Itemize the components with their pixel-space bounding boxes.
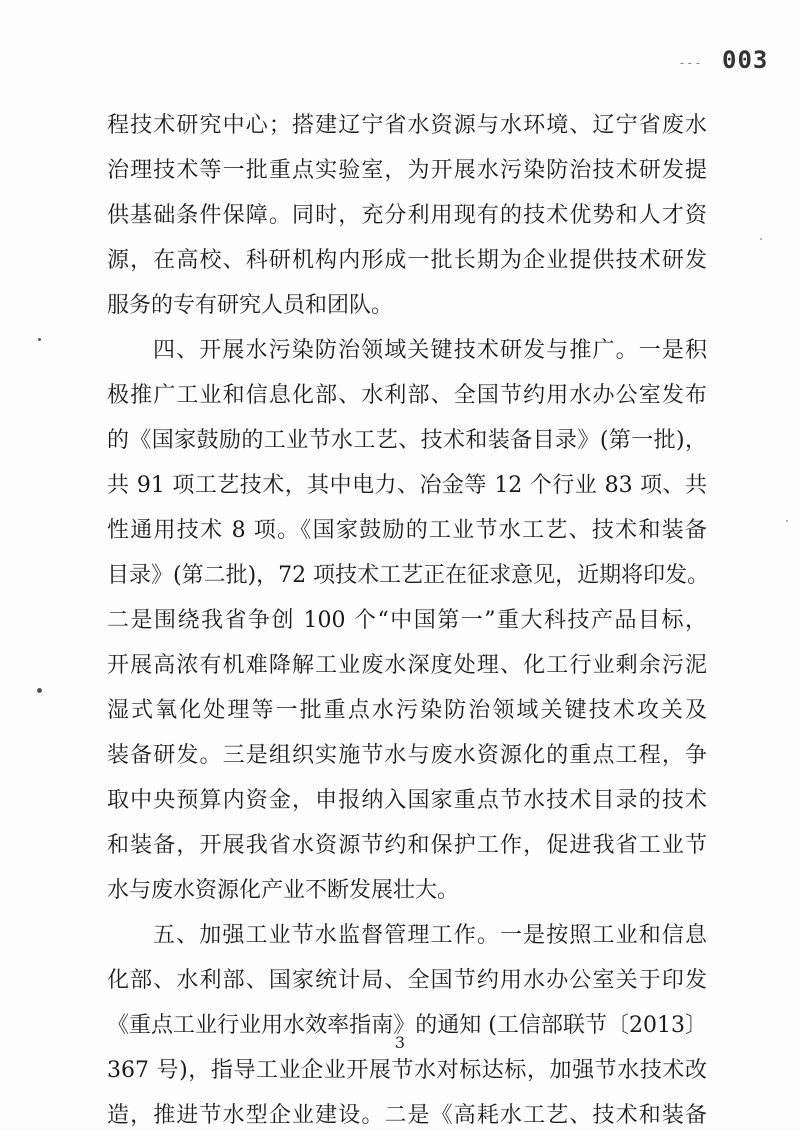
margin-mark	[38, 338, 41, 341]
paragraph-start-line: 四、开展水污染防治领域关键技术研发与推广。一是积	[153, 338, 707, 363]
text-line: 湿式氧化处理等一批重点水污染防治领域关键技术攻关及	[107, 698, 707, 723]
text-line: 造，推进节水型企业建设。二是《高耗水工艺、技术和装备	[107, 1103, 707, 1128]
text-line: 《重点工业行业用水效率指南》的通知 (工信部联节〔2013〕	[107, 1013, 707, 1038]
scan-speck	[786, 520, 788, 522]
scan-speck	[760, 238, 762, 240]
stamp-dash: - - -	[680, 56, 700, 70]
text-line: 治理技术等一批重点实验室，为开展水污染防治技术研发提	[107, 158, 707, 183]
text-line: 水与废水资源化产业不断发展壮大。	[107, 878, 460, 903]
text-line: 源，在高校、科研机构内形成一批长期为企业提供技术研发	[107, 248, 707, 273]
margin-mark	[37, 688, 42, 693]
text-line: 二是围绕我省争创 100 个“中国第一”重大科技产品目标，	[107, 608, 707, 633]
paragraph-start-line: 五、加强工业节水监督管理工作。一是按照工业和信息	[153, 923, 707, 948]
text-line: 化部、水利部、国家统计局、全国节约用水办公室关于印发	[107, 968, 707, 993]
text-line: 开展高浓有机难降解工业废水深度处理、化工行业剩余污泥	[107, 653, 707, 678]
stamp-number: 003	[722, 46, 769, 74]
text-line: 共 91 项工艺技术，其中电力、冶金等 12 个行业 83 项、共	[107, 473, 707, 498]
text-line: 目录》(第二批)，72 项技术工艺正在征求意见，近期将印发。	[107, 563, 710, 588]
text-line: 极推广工业和信息化部、水利部、全国节约用水办公室发布	[107, 383, 707, 408]
text-line: 装备研发。三是组织实施节水与废水资源化的重点工程，争	[107, 743, 707, 768]
text-line: 性通用技术 8 项。《国家鼓励的工业节水工艺、技术和装备	[107, 518, 707, 543]
text-line: 服务的专有研究人员和团队。	[107, 293, 394, 318]
text-line: 和装备，开展我省水资源节约和保护工作，促进我省工业节	[107, 833, 707, 858]
page-number: 3	[394, 1033, 406, 1052]
body-text	[107, 103, 710, 1138]
text-line: 的《国家鼓励的工业节水工艺、技术和装备目录》(第一批)，	[107, 428, 707, 453]
text-line: 供基础条件保障。同时，充分利用现有的技术优势和人才资	[107, 203, 707, 228]
text-line: 367 号)，指导工业企业开展节水对标达标，加强节水技术改	[107, 1058, 707, 1083]
text-line: 程技术研究中心；搭建辽宁省水资源与水环境、辽宁省废水	[107, 113, 707, 138]
text-line: 取中央预算内资金，申报纳入国家重点节水技术目录的技术	[107, 788, 707, 813]
